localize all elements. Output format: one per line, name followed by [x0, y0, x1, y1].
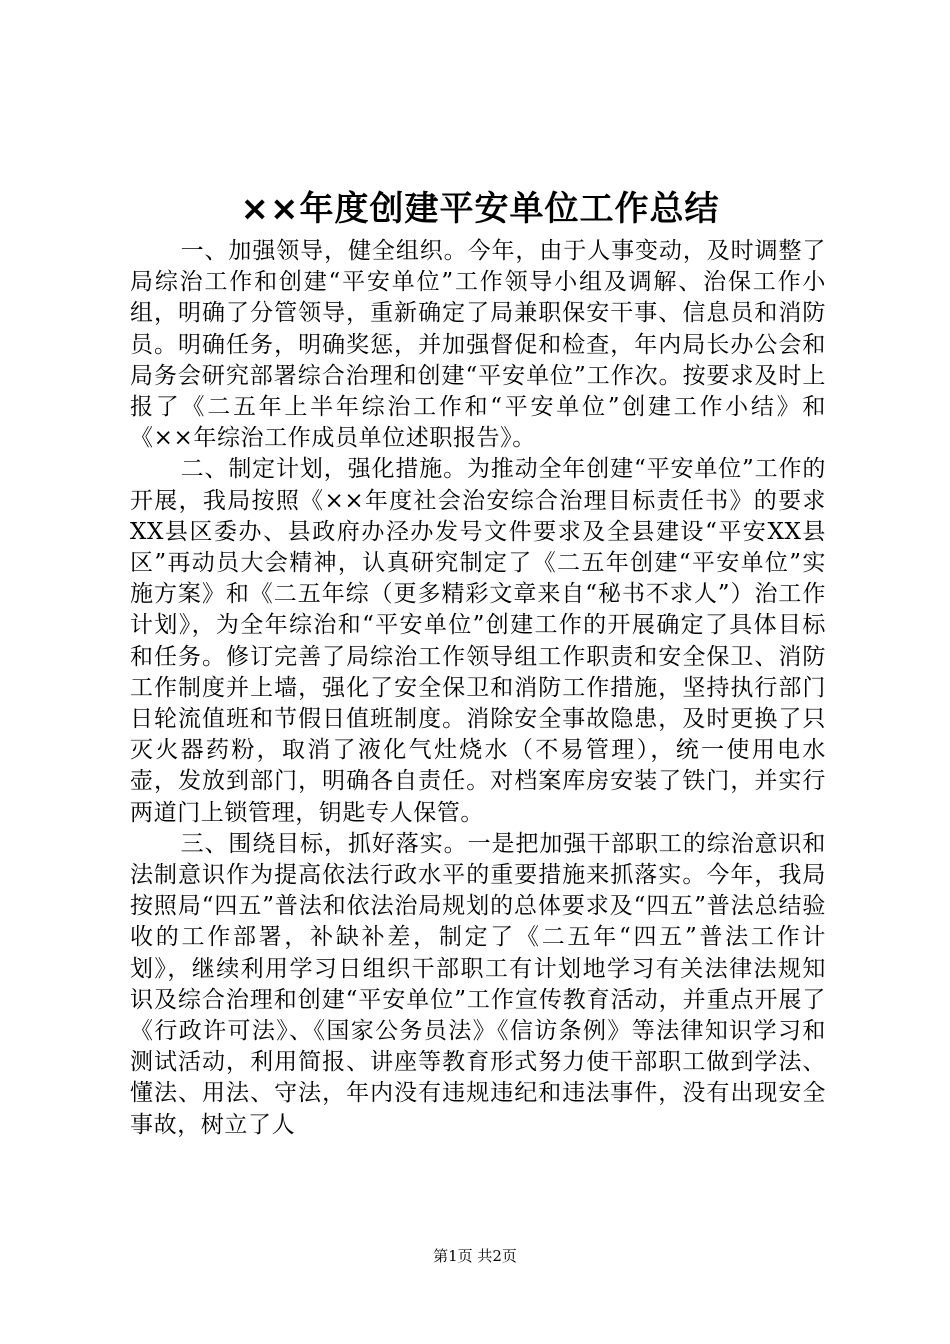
document-title: ××年度创建平安单位工作总结 — [240, 189, 720, 229]
page-footer: 第1页 共2页 — [433, 1247, 517, 1265]
paragraph-1: 一、加强领导，健全组织。今年，由于人事变动，及时调整了局综治工作和创建“平安单位”工作领导小组及调解、治保工作小组，明确了分管领导，重新确定了局兼职保安干事、信息员和消防员。明确任务，明确奖惩，并加强督促和检查，年内局长办公会和局务会研究部署综合治理和创建“平安单位”工作次。按要求及时上报了《二五年上半年综治工作和“平安单位”创建工作小结》和《××年综治工作成员单位述职报告》。 — [130, 238, 826, 452]
paragraph-2: 二、制定计划，强化措施。为推动全年创建“平安单位”工作的开展，我局按照《××年度社会治安综合治理目标责任书》的要求XX县区委办、县政府办泾办发号文件要求及全县建设“平安XX县区”再动员大会精神，认真研究制定了《二五年创建“平安单位”实施方案》和《二五年综（更多精彩文章来自“秘书不求人”）治工作计划》，为全年综治和“平安单位”创建工作的开展确定了具体目标和任务。修订完善了局综治工作领导组工作职责和安全保卫、消防工作制度并上墙，强化了安全保卫和消防工作措施，坚持执行部门日轮流值班和节假日值班制度。消除安全事故隐患，及时更换了只灭火器药粉，取消了液化气灶烧水（不易管理），统一使用电水壶，发放到部门，明确各自责任。对档案库房安装了铁门，并实行两道门上锁管理，钥匙专人保管。 — [130, 456, 826, 826]
paragraph-3: 三、围绕目标，抓好落实。一是把加强干部职工的综治意识和法制意识作为提高依法行政水平的重要措施来抓落实。今年，我局按照局“四五”普法和依法治局规划的总体要求及“四五”普法总结验收的工作部署，补缺补差，制定了《二五年“四五”普法工作计划》，继续利用学习日组织干部职工有计划地学习有关法律法规知识及综合治理和创建“平安单位”工作宣传教育活动，并重点开展了《行政许可法》、《国家公务员法》《信访条例》等法律知识学习和测试活动，利用简报、讲座等教育形式努力使干部职工做到学法、懂法、用法、守法，年内没有违规违纪和违法事件，没有出现安全事故，树立了人 — [130, 830, 826, 1138]
document-body — [130, 236, 826, 1141]
